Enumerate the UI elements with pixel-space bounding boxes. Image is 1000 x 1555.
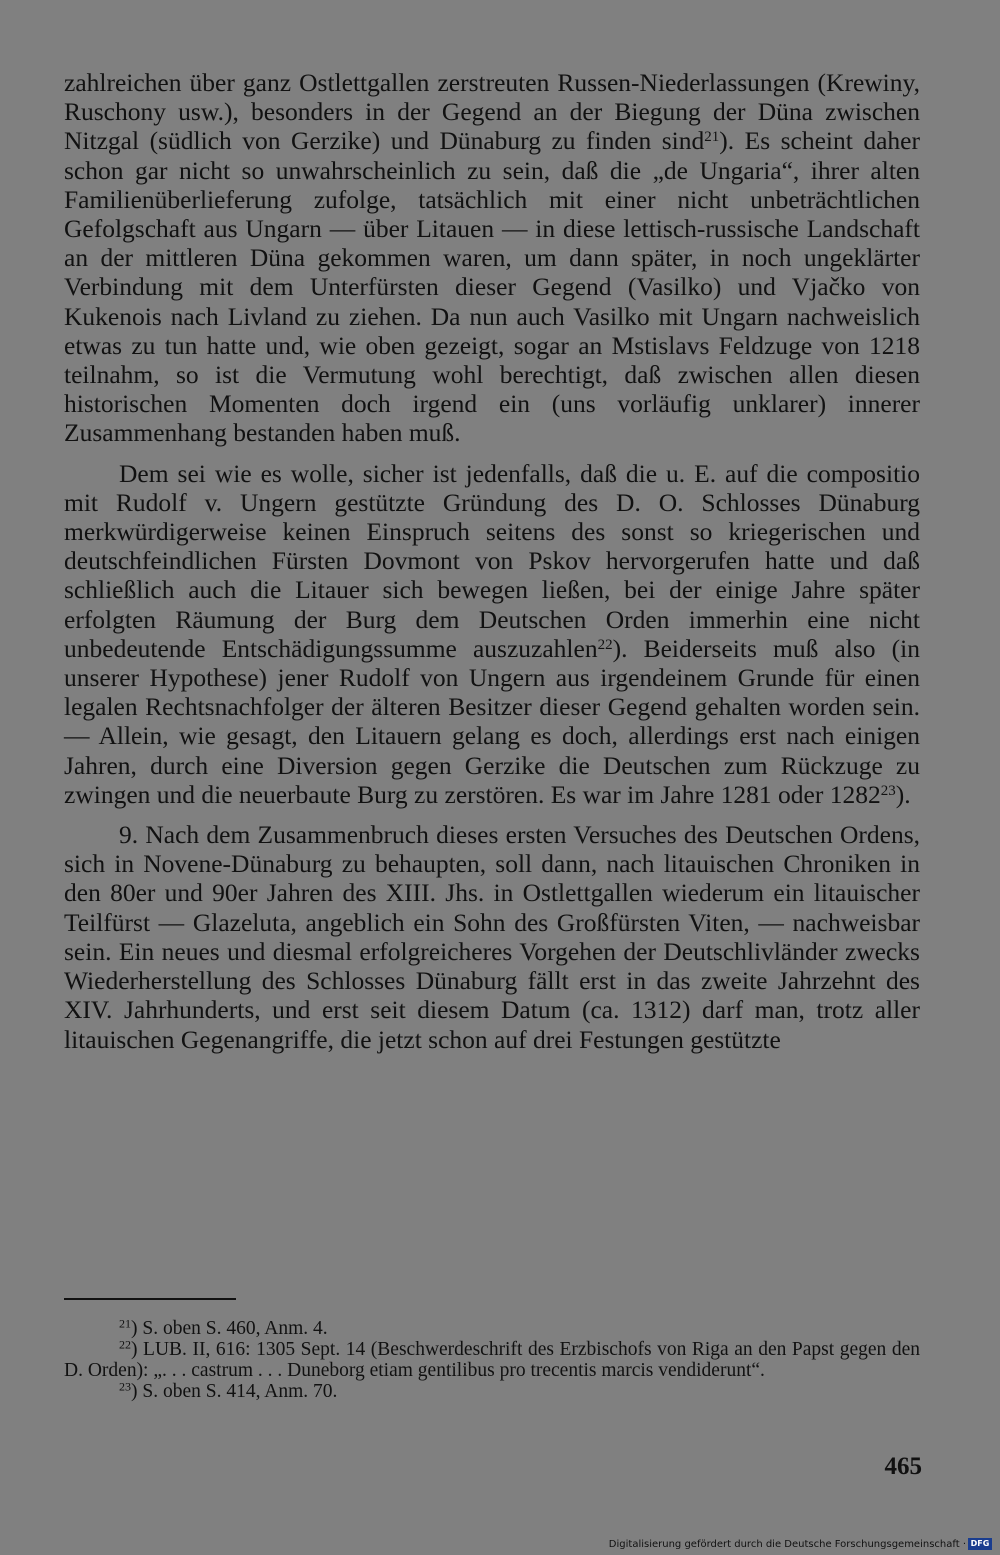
footnote-ref-22[interactable]: 22 (597, 636, 613, 653)
paragraph-2-part-2: ). Beiderseits muß also (in unserer Hypothese) jener Rudolf von Ungern aus irgendeinem Grunde für einen legalen Rechtsnachfolger der älteren Besitzer dieser Gegend gehalten worden sein. — Allein, wie gesagt, den Litauern gelang es doch, allerdings erst nach einigen Jahren, durch eine Diversion gegen Gerzike die Deutschen zum Rückzuge zu zwingen und die neuerbaute Burg zu zerstören. Es war im Jahre 1281 oder 1282 (64, 633, 920, 809)
footnote-23 (64, 1381, 920, 1402)
footnote-mark: 23 (119, 1379, 131, 1394)
footnote-mark: 21 (119, 1316, 131, 1331)
paragraph-2 (64, 459, 920, 809)
paragraph-1-part-1: zahlreichen über ganz Ostlettgallen zerstreuten Russen-Niederlassungen (Krewiny, Ruschony usw.), besonders in der Gegend an der Biegung der Düna zwischen Nitzgal (südlich von Gerzike) und Dünaburg zu finden sind (64, 68, 920, 156)
paragraph-2-part-3: ). (895, 779, 911, 809)
page-number: 465 (884, 1453, 922, 1480)
funding-credit: Digitalisierung gefördert durch die Deutsche Forschungsgemeinschaft · (608, 1539, 966, 1550)
dfg-logo: DFG (968, 1538, 992, 1550)
footnote-separator (64, 1298, 236, 1300)
footnote-text: ) LUB. II, 616: 1305 Sept. 14 (Beschwerdeschrift des Erzbischofs von Riga an den Papst gegen den D. Orden): „. . . castrum . . . Duneborg etiam gentilibus pro trecentis marcis vendiderunt“. (64, 1339, 920, 1381)
paragraph-1-part-2: ). Es scheint daher schon gar nicht so unwahrscheinlich zu sein, daß die „de Ungaria“, ihrer alten Familienüberlieferung zufolge, tatsächlich mit einer nicht unbeträchtlichen Gefolgschaft aus Ungarn — über Litauen — in diese lettisch-russische Landschaft an der mittleren Düna gekommen waren, um dann später, in noch ungeklärter Verbindung mit dem Unterfürsten dieser Gegend (Vasilko) und Vjačko von Kukenois nach Livland zu ziehen. Da nun auch Vasilko mit Ungarn nachweislich etwas zu tun hatte und, wie oben gezeigt, sogar an Mstislavs Feldzuge von 1218 teilnahm, so ist die Vermutung wohl berechtigt, daß zwischen allen diesen historischen Momenten doch irgend ein (uns vorläufig unklarer) innerer Zusammenhang bestanden haben muß. (64, 126, 920, 448)
footnote-text: ) S. oben S. 460, Anm. 4. (131, 1318, 328, 1339)
footnote-ref-21[interactable]: 21 (704, 129, 720, 146)
footnote-ref-23[interactable]: 23 (880, 782, 896, 799)
footnote-21 (64, 1318, 920, 1339)
footnotes (64, 1318, 920, 1402)
paragraph-3: 9. Nach dem Zusammenbruch dieses ersten Versuches des Deutschen Ordens, sich in Novene-Dünaburg zu behaupten, soll dann, nach litauischen Chroniken in den 80er und 90er Jahren des XIII. Jhs. in Ostlettgallen wiederum ein litauischer Teilfürst — Glazeluta, angeblich ein Sohn des Großfürsten Viten, — nachweisbar sein. Ein neues und diesmal erfolgreicheres Vorgehen der Deutschlivländer zwecks Wiederherstellung des Schlosses Dünaburg fällt erst in das zweite Jahrzehnt des XIV. Jahrhunderts, und erst seit diesem Datum (ca. 1312) darf man, trotz aller litauischen Gegenangriffe, die jetzt schon auf drei Festungen gestützte (64, 820, 920, 1054)
footnote-mark: 22 (119, 1337, 131, 1352)
paragraph-2-part-1: Dem sei wie es wolle, sicher ist jedenfalls, daß die u. E. auf die compositio mit Rudolf v. Ungern gestützte Gründung des D. O. Schlosses Dünaburg merkwürdigerweise keinen Einspruch seitens des sonst so kriegerischen und deutschfeindlichen Fürsten Dovmont von Pskov hervorgerufen hatte und daß schließlich auch die Litauer sich bewegen ließen, bei der einige Jahre später erfolgten Räumung der Burg dem Deutschen Orden immerhin eine nicht unbedeutende Entschädigungssumme auszuzahlen (64, 458, 920, 663)
main-text (64, 68, 920, 1054)
footnote-22 (64, 1339, 920, 1381)
footnote-text: ) S. oben S. 414, Anm. 70. (131, 1381, 338, 1402)
paragraph-1 (64, 68, 920, 448)
